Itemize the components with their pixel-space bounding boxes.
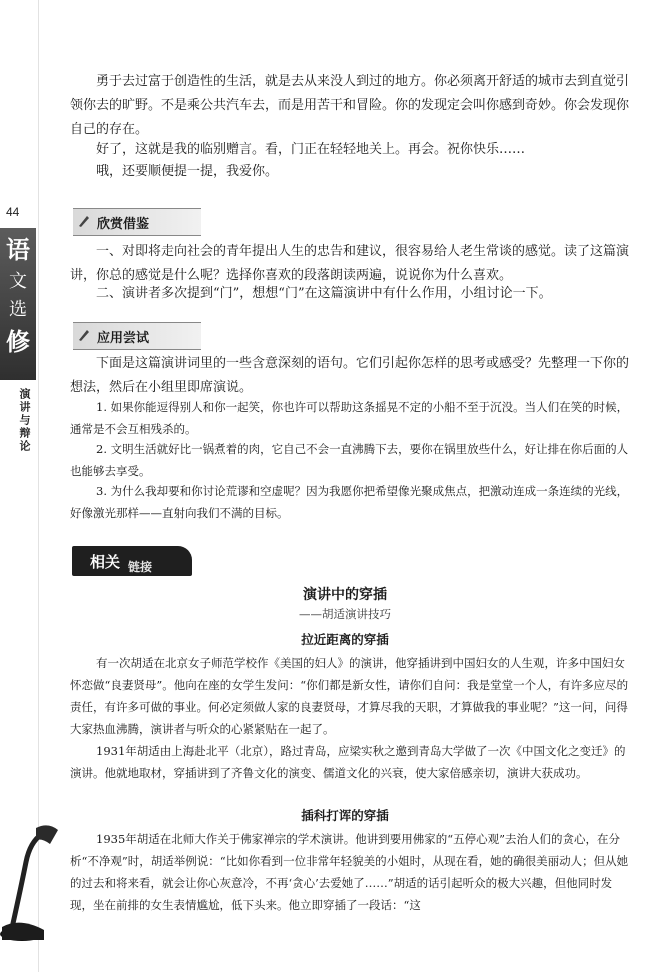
quote-item: 1. 如果你能逗得别人和你一起笑，你也许可以帮助这条摇晃不定的小船不至于沉没。当人们在笑的时候，通常是不会互相残杀的。	[70, 400, 629, 436]
section-heading-application	[73, 322, 201, 350]
banner-sub: 链接	[128, 560, 153, 574]
side-tab	[0, 228, 36, 380]
side-tab-char: 选	[9, 299, 27, 320]
article-paragraph: 有一次胡适在北京女子师范学校作《美国的妇人》的演讲，他穿插讲到中国妇女的人生观，许多中国妇女怀恋做“良妻贤母”。他向在座的女学生发问：“你们都是新女性，请你们自问：我是堂堂一个人，有许多应尽的责任，有许多可做的事业。何必定须做人家的良妻贤母，才算尽我的天职，才算做我的事业呢？”这一问，问得大家热血沸腾，演讲者与听众的心紧紧贴在一起了。	[70, 656, 629, 736]
page-number: 44	[6, 205, 20, 219]
quote-item: 3. 为什么我却要和你讨论荒谬和空虚呢？因为我愿你把希望像光聚成焦点，把激动连成一条连续的光线，好像激光那样——直射向我们不满的目标。	[70, 484, 629, 520]
article-paragraph: 1935年胡适在北师大作关于佛家禅宗的学术演讲。他讲到要用佛家的“五停心观”去治人们的贪心，在分析“不净观”时，胡适举例说：“比如你看到一位非常年轻貌美的小姐时，从现在看，她的确很美丽动人；但从她的过去和将来看，就会让你心灰意冷，不再‘贪心’去爱她了……”胡适的话引起听众的极大兴趣，但他同时发现，坐在前排的女生表情尴尬，低下头来。他立即穿插了一段话：“这	[70, 832, 629, 912]
lamp-illustration	[0, 822, 80, 942]
pen-icon	[77, 214, 91, 228]
banner-main: 相关	[90, 553, 121, 571]
article-paragraph: 1931年胡适由上海赴北平（北京），路过青岛，应梁实秋之邀到青岛大学做了一次《中国文化之变迁》的演讲。他就地取材，穿插讲到了齐鲁文化的演变、儒道文化的兴衰，使大家倍感亲切，演讲大获成功。	[70, 744, 626, 780]
section-title: 应用尝试	[97, 331, 150, 346]
exercise-question: 一、对即将走向社会的青年提出人生的忠告和建议，很容易给人老生常谈的感觉。读了这篇演讲，你总的感觉是什么呢？选择你喜欢的段落朗读两遍，说说你为什么喜欢。	[70, 244, 630, 283]
related-link-banner	[72, 546, 192, 576]
side-tab-char: 文	[9, 271, 27, 292]
book-subtitle: 演讲与辩论	[18, 388, 31, 453]
exercise-intro: 下面是这篇演讲词里的一些含意深刻的语句。它们引起你怎样的思考或感受？先整理一下你的想法，然后在小组里即席演说。	[70, 356, 630, 395]
side-tab-char: 修	[6, 327, 30, 356]
quote-item: 2. 文明生活就好比一锅煮着的肉，它自己不会一直沸腾下去，要你在锅里放些什么，好让排在你后面的人也能够去享受。	[70, 442, 629, 478]
section-heading-appreciation	[73, 208, 201, 236]
section-title: 欣赏借鉴	[97, 217, 150, 232]
pen-icon	[77, 328, 91, 342]
article-subtitle: ——胡适演讲技巧	[299, 607, 391, 621]
side-tab-char: 语	[6, 235, 30, 264]
subsection-heading: 拉近距离的穿插	[301, 632, 389, 647]
exercise-question: 二、演讲者多次提到“门”，想想“门”在这篇演讲中有什么作用，小组讨论一下。	[96, 286, 552, 301]
speech-paragraph: 勇于去过富于创造性的生活，就是去从来没人到过的地方。你必须离开舒适的城市去到直觉引领你去的旷野。不是乘公共汽车去，而是用苦干和冒险。你的发现定会叫你感到奇妙。你会发现你自己的存在。	[70, 74, 630, 137]
speech-paragraph: 好了，这就是我的临别赠言。看，门正在轻轻地关上。再会。祝你快乐……	[96, 142, 526, 157]
speech-paragraph: 哦，还要顺便提一提，我爱你。	[96, 164, 279, 179]
article-title: 演讲中的穿插	[303, 587, 387, 603]
subsection-heading: 插科打诨的穿插	[301, 808, 389, 823]
